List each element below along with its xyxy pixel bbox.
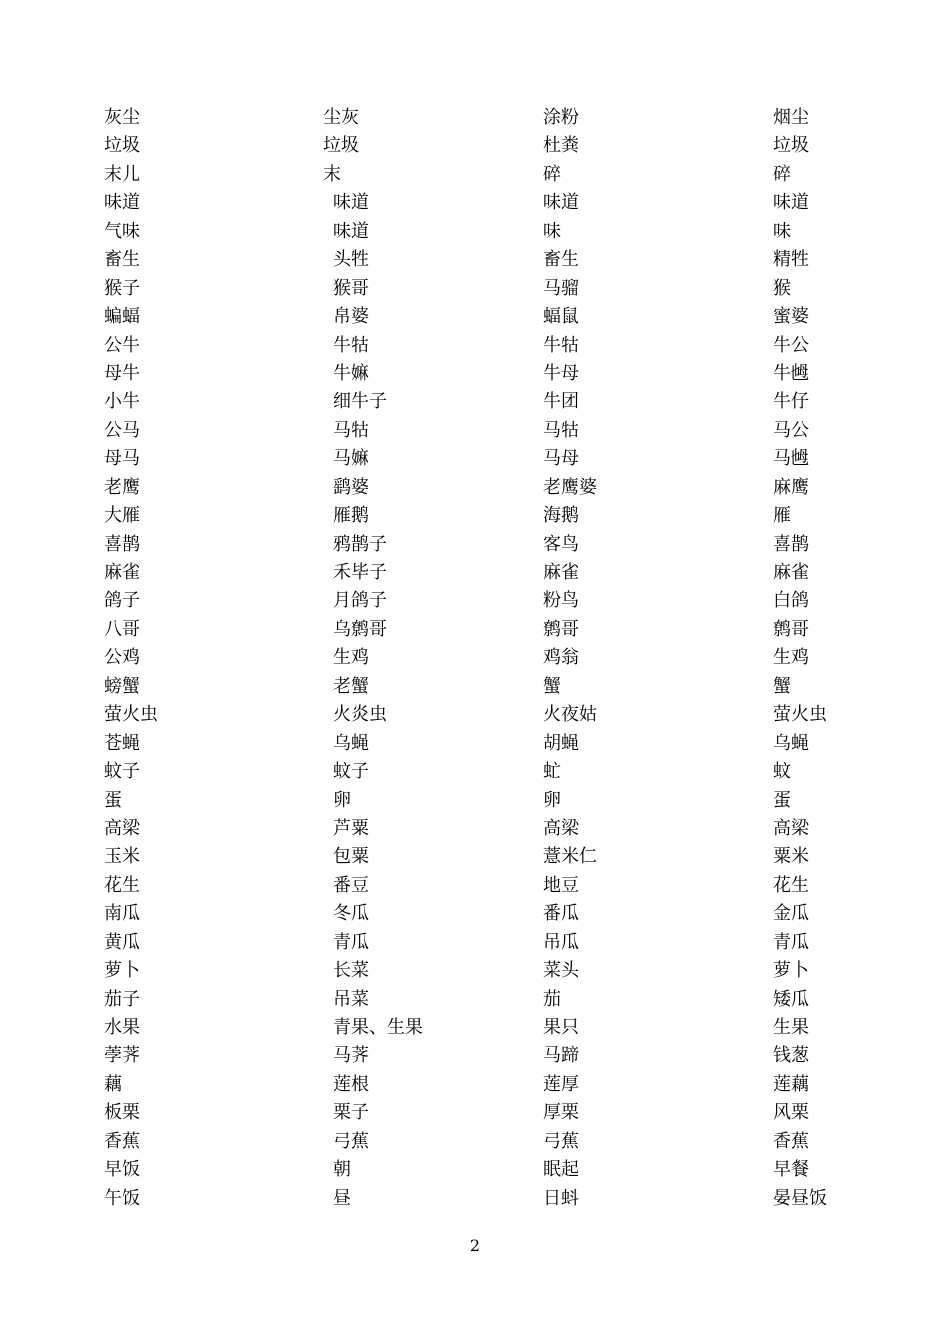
table-cell: 鹞婆 bbox=[333, 476, 369, 498]
table-row bbox=[0, 1042, 950, 1070]
table-cell: 灰尘 bbox=[104, 107, 140, 128]
table-row bbox=[0, 1099, 950, 1127]
table-cell: 麻雀 bbox=[773, 562, 809, 583]
table-cell: 萝卜 bbox=[773, 960, 809, 982]
table-row bbox=[0, 815, 950, 843]
table-cell: 莲藕 bbox=[773, 1073, 809, 1095]
table-cell: 牛牯 bbox=[333, 334, 369, 356]
page-number: 2 bbox=[469, 1236, 481, 1255]
table-row bbox=[0, 303, 950, 331]
table-cell: 垃圾 bbox=[104, 135, 140, 157]
table-cell: 茄 bbox=[543, 988, 561, 1010]
table-cell: 卵 bbox=[543, 789, 561, 811]
table-row bbox=[0, 644, 950, 672]
table-cell: 尘灰 bbox=[323, 107, 359, 128]
table-cell: 马乸 bbox=[773, 448, 809, 470]
table-cell: 青瓜 bbox=[773, 931, 809, 953]
table-cell: 味道 bbox=[104, 192, 140, 214]
table-cell: 吊菜 bbox=[333, 988, 369, 1010]
table-cell: 早餐 bbox=[773, 1159, 809, 1181]
table-cell: 麻雀 bbox=[104, 562, 140, 583]
table-cell: 禾毕子 bbox=[333, 562, 387, 583]
table-cell: 味道 bbox=[333, 220, 369, 242]
table-cell: 鸽子 bbox=[104, 590, 140, 612]
table-row bbox=[0, 246, 950, 274]
table-cell: 胡蝇 bbox=[543, 732, 579, 754]
table-cell: 萤火虫 bbox=[773, 704, 827, 726]
table-cell: 虻 bbox=[543, 761, 561, 783]
table-cell: 高梁 bbox=[104, 817, 140, 839]
table-cell: 蛋 bbox=[773, 789, 791, 811]
table-row bbox=[0, 986, 950, 1014]
table-row bbox=[0, 474, 950, 502]
table-cell: 钱葱 bbox=[773, 1045, 809, 1067]
table-cell: 冬瓜 bbox=[333, 903, 369, 925]
table-row bbox=[0, 900, 950, 928]
table-cell: 马牯 bbox=[543, 419, 579, 441]
table-cell: 牛仔 bbox=[773, 391, 809, 413]
table-cell: 莲厚 bbox=[543, 1073, 579, 1095]
table-row bbox=[0, 1014, 950, 1042]
table-cell: 雁鹅 bbox=[333, 505, 369, 527]
table-cell: 末儿 bbox=[104, 163, 140, 185]
table-cell: 高梁 bbox=[543, 817, 579, 839]
table-cell: 马嫲 bbox=[333, 448, 369, 470]
table-cell: 生鸡 bbox=[773, 647, 809, 669]
table-row bbox=[0, 275, 950, 303]
table-cell: 细牛子 bbox=[333, 391, 387, 413]
table-row bbox=[0, 360, 950, 388]
table-cell: 粟米 bbox=[773, 846, 809, 868]
table-cell: 生果 bbox=[773, 1017, 809, 1038]
table-cell: 帛婆 bbox=[333, 306, 369, 328]
table-cell: 味 bbox=[543, 220, 561, 242]
table-cell: 萤火虫 bbox=[104, 704, 158, 726]
table-cell: 畜生 bbox=[543, 249, 579, 271]
table-cell: 八哥 bbox=[104, 618, 140, 640]
table-row bbox=[0, 1071, 950, 1099]
table-cell: 海鹅 bbox=[543, 505, 579, 527]
table-cell: 萝卜 bbox=[104, 960, 140, 982]
table-cell: 味道 bbox=[333, 192, 369, 214]
table-row bbox=[0, 445, 950, 473]
table-row bbox=[0, 957, 950, 985]
table-cell: 猴哥 bbox=[333, 277, 369, 299]
table-cell: 水果 bbox=[104, 1017, 140, 1038]
table-cell: 花生 bbox=[773, 874, 809, 896]
table-row bbox=[0, 730, 950, 758]
table-row bbox=[0, 616, 950, 644]
table-cell: 乌蝇 bbox=[333, 732, 369, 754]
table-row bbox=[0, 132, 950, 160]
table-cell: 长菜 bbox=[333, 960, 369, 982]
table-row bbox=[0, 758, 950, 786]
table-cell: 包粟 bbox=[333, 846, 369, 868]
table-cell: 杜粪 bbox=[543, 135, 579, 157]
table-cell: 喜鹊 bbox=[104, 533, 140, 555]
table-cell: 大雁 bbox=[104, 505, 140, 527]
table-cell: 牛公 bbox=[773, 334, 809, 356]
table-cell: 苍蝇 bbox=[104, 732, 140, 754]
table-cell: 味道 bbox=[543, 192, 579, 214]
table-row bbox=[0, 332, 950, 360]
table-cell: 垃圾 bbox=[323, 135, 359, 157]
table-row bbox=[0, 1185, 950, 1213]
table-cell: 老鹰婆 bbox=[543, 476, 597, 498]
table-row bbox=[0, 161, 950, 189]
table-cell: 矮瓜 bbox=[773, 988, 809, 1010]
table-cell: 头牲 bbox=[333, 249, 369, 271]
table-cell: 母马 bbox=[104, 448, 140, 470]
table-row bbox=[0, 701, 950, 729]
table-cell: 番瓜 bbox=[543, 903, 579, 925]
table-row bbox=[0, 872, 950, 900]
table-cell: 火夜姑 bbox=[543, 704, 597, 726]
table-cell: 高梁 bbox=[773, 817, 809, 839]
table-cell: 鸦鹊子 bbox=[333, 533, 387, 555]
table-cell: 果只 bbox=[543, 1017, 579, 1038]
table-cell: 烟尘 bbox=[773, 107, 809, 128]
table-cell: 垃圾 bbox=[773, 135, 809, 157]
table-row bbox=[0, 417, 950, 445]
table-cell: 麻雀 bbox=[543, 562, 579, 583]
table-cell: 香蕉 bbox=[773, 1130, 809, 1152]
table-cell: 蚊 bbox=[773, 761, 791, 783]
table-row bbox=[0, 787, 950, 815]
table-cell: 马公 bbox=[773, 419, 809, 441]
table-cell: 莲根 bbox=[333, 1073, 369, 1095]
table-cell: 南瓜 bbox=[104, 903, 140, 925]
table-cell: 蟹 bbox=[773, 675, 791, 697]
table-cell: 牛嫲 bbox=[333, 362, 369, 384]
table-row bbox=[0, 104, 950, 132]
table-cell: 蚊子 bbox=[104, 761, 140, 783]
table-cell: 眠起 bbox=[543, 1159, 579, 1181]
table-cell: 晏昼饭 bbox=[773, 1187, 827, 1209]
table-cell: 昼 bbox=[333, 1187, 351, 1209]
table-row bbox=[0, 218, 950, 246]
dialect-word-table bbox=[0, 104, 950, 1213]
table-cell: 火炎虫 bbox=[333, 704, 387, 726]
table-cell: 早饭 bbox=[104, 1159, 140, 1181]
table-row bbox=[0, 587, 950, 615]
table-cell: 涂粉 bbox=[543, 107, 579, 128]
table-cell: 猴子 bbox=[104, 277, 140, 299]
table-cell: 乌鹩哥 bbox=[333, 618, 387, 640]
table-cell: 茄子 bbox=[104, 988, 140, 1010]
table-cell: 生鸡 bbox=[333, 647, 369, 669]
table-cell: 小牛 bbox=[104, 391, 140, 413]
table-cell: 青果、生果 bbox=[333, 1017, 423, 1038]
table-row bbox=[0, 1128, 950, 1156]
table-cell: 碎 bbox=[543, 163, 561, 185]
table-cell: 栗子 bbox=[333, 1102, 369, 1124]
table-cell: 喜鹊 bbox=[773, 533, 809, 555]
table-cell: 薏米仁 bbox=[543, 846, 597, 868]
table-cell: 菜头 bbox=[543, 960, 579, 982]
table-cell: 蟹 bbox=[543, 675, 561, 697]
table-cell: 牛乸 bbox=[773, 362, 809, 384]
table-cell: 牛母 bbox=[543, 362, 579, 384]
table-cell: 马牯 bbox=[333, 419, 369, 441]
table-cell: 花生 bbox=[104, 874, 140, 896]
table-cell: 牛团 bbox=[543, 391, 579, 413]
table-cell: 弓蕉 bbox=[543, 1130, 579, 1152]
table-cell: 老蟹 bbox=[333, 675, 369, 697]
table-cell: 畜生 bbox=[104, 249, 140, 271]
table-cell: 公鸡 bbox=[104, 647, 140, 669]
table-cell: 鹩哥 bbox=[543, 618, 579, 640]
table-cell: 藕 bbox=[104, 1073, 122, 1095]
table-cell: 螃蟹 bbox=[104, 675, 140, 697]
table-cell: 麻鹰 bbox=[773, 476, 809, 498]
table-cell: 马蹄 bbox=[543, 1045, 579, 1067]
table-row bbox=[0, 531, 950, 559]
table-cell: 卵 bbox=[333, 789, 351, 811]
table-cell: 牛牯 bbox=[543, 334, 579, 356]
table-cell: 客鸟 bbox=[543, 533, 579, 555]
table-cell: 蜜婆 bbox=[773, 306, 809, 328]
table-row bbox=[0, 388, 950, 416]
table-cell: 弓蕉 bbox=[333, 1130, 369, 1152]
table-row bbox=[0, 673, 950, 701]
table-row bbox=[0, 189, 950, 217]
table-cell: 味道 bbox=[773, 192, 809, 214]
table-cell: 香蕉 bbox=[104, 1130, 140, 1152]
table-cell: 厚栗 bbox=[543, 1102, 579, 1124]
table-cell: 味 bbox=[773, 220, 791, 242]
table-cell: 板栗 bbox=[104, 1102, 140, 1124]
table-row bbox=[0, 502, 950, 530]
table-cell: 鹩哥 bbox=[773, 618, 809, 640]
table-cell: 鸡翁 bbox=[543, 647, 579, 669]
table-cell: 马骝 bbox=[543, 277, 579, 299]
table-cell: 精牲 bbox=[773, 249, 809, 271]
table-cell: 马荠 bbox=[333, 1045, 369, 1067]
table-cell: 气味 bbox=[104, 220, 140, 242]
table-cell: 朝 bbox=[333, 1159, 351, 1181]
table-row bbox=[0, 559, 950, 587]
table-cell: 芦粟 bbox=[333, 817, 369, 839]
table-cell: 母牛 bbox=[104, 362, 140, 384]
table-cell: 黄瓜 bbox=[104, 931, 140, 953]
table-row bbox=[0, 929, 950, 957]
table-row bbox=[0, 843, 950, 871]
table-cell: 午饭 bbox=[104, 1187, 140, 1209]
table-cell: 风栗 bbox=[773, 1102, 809, 1124]
table-cell: 青瓜 bbox=[333, 931, 369, 953]
table-cell: 金瓜 bbox=[773, 903, 809, 925]
table-cell: 蝠鼠 bbox=[543, 306, 579, 328]
table-cell: 蚊子 bbox=[333, 761, 369, 783]
table-cell: 番豆 bbox=[333, 874, 369, 896]
table-cell: 月鸽子 bbox=[333, 590, 387, 612]
table-cell: 公牛 bbox=[104, 334, 140, 356]
table-cell: 蛋 bbox=[104, 789, 122, 811]
table-cell: 末 bbox=[323, 163, 341, 185]
table-cell: 马母 bbox=[543, 448, 579, 470]
table-cell: 碎 bbox=[773, 163, 791, 185]
table-cell: 猴 bbox=[773, 277, 791, 299]
table-cell: 老鹰 bbox=[104, 476, 140, 498]
table-cell: 吊瓜 bbox=[543, 931, 579, 953]
table-row bbox=[0, 1156, 950, 1184]
table-cell: 玉米 bbox=[104, 846, 140, 868]
table-cell: 粉鸟 bbox=[543, 590, 579, 612]
table-cell: 荸荠 bbox=[104, 1045, 140, 1067]
table-cell: 白鸽 bbox=[773, 590, 809, 612]
table-cell: 公马 bbox=[104, 419, 140, 441]
table-cell: 地豆 bbox=[543, 874, 579, 896]
table-cell: 日蚪 bbox=[543, 1187, 579, 1209]
table-cell: 雁 bbox=[773, 505, 791, 527]
table-cell: 蝙蝠 bbox=[104, 306, 140, 328]
table-cell: 乌蝇 bbox=[773, 732, 809, 754]
